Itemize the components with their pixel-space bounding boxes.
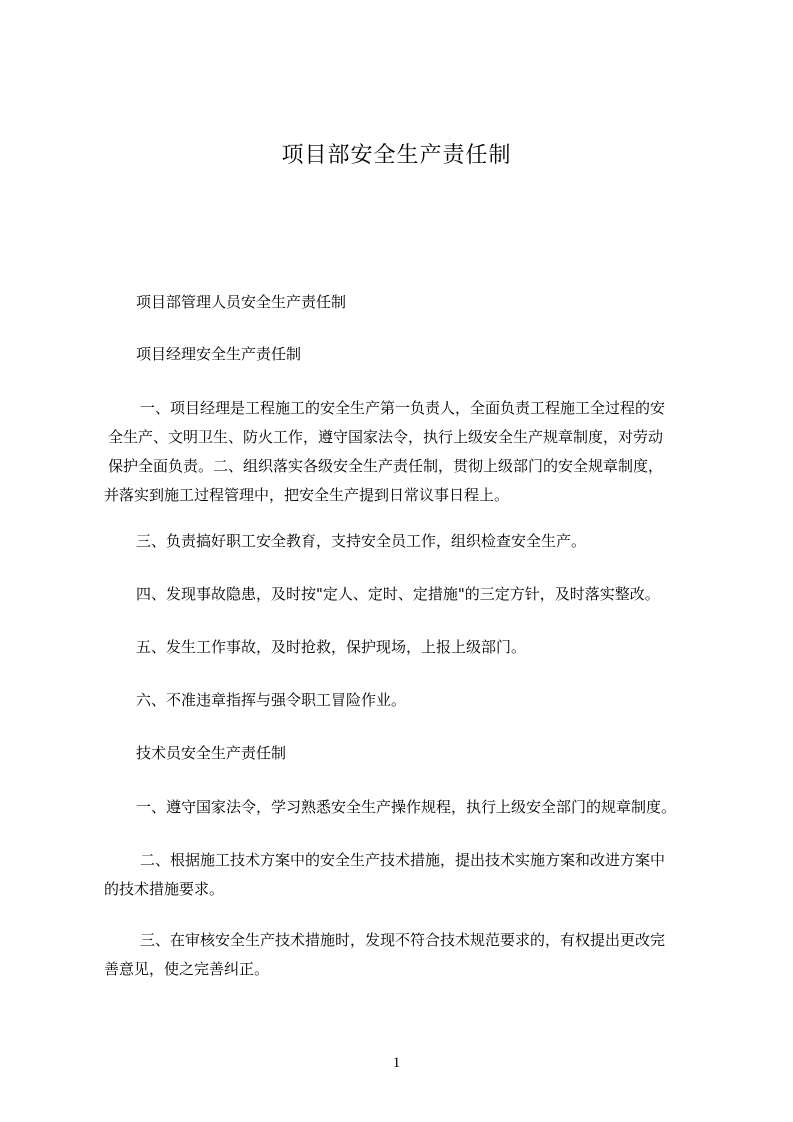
paragraph-line: 全生产、文明卫生、防火工作，遵守国家法令，执行上级安全生产规章制度，对劳动 bbox=[108, 428, 664, 446]
paragraph-line: 二、根据施工技术方案中的安全生产技术措施，提出技术实施方案和改进方案中 bbox=[140, 851, 666, 869]
paragraph-line: 项目经理安全生产责任制 bbox=[136, 345, 302, 363]
paragraph-item-4 bbox=[104, 580, 704, 609]
paragraph-line: 五、发生工作事故，及时抢救，保护现场，上报上级部门。 bbox=[136, 638, 527, 656]
paragraph-line: 一、遵守国家法令，学习熟悉安全生产操作规程，执行上级安全部门的规章制度。 bbox=[136, 798, 677, 816]
section-heading-project-manager bbox=[104, 340, 704, 369]
paragraph-line: 的技术措施要求。 bbox=[104, 880, 225, 898]
paragraph-line: 保护全面负责。二、组织落实各级安全生产责任制，贯彻上级部门的安全规章制度， bbox=[108, 457, 664, 475]
paragraph-item-3 bbox=[104, 527, 704, 556]
paragraph-line: 三、负责搞好职工安全教育，支持安全员工作，组织检查安全生产。 bbox=[136, 532, 587, 550]
paragraph-line: 六、不准违章指挥与强令职工冒险作业。 bbox=[136, 691, 407, 709]
paragraph-tech-item-2 bbox=[104, 846, 704, 904]
paragraph-line: 四、发现事故隐患，及时按"定人、定时、定措施"的三定方针，及时落实整改。 bbox=[136, 585, 660, 603]
paragraph-item-1-2 bbox=[104, 394, 704, 510]
paragraph-line: 善意见，使之完善纠正。 bbox=[104, 960, 270, 978]
paragraph-line: 项目部管理人员安全生产责任制 bbox=[136, 293, 347, 311]
section-heading-technician bbox=[104, 739, 704, 768]
paragraph-tech-item-1 bbox=[104, 793, 704, 822]
page-number: 1 bbox=[392, 1055, 401, 1071]
paragraph-item-6 bbox=[104, 686, 704, 715]
paragraph-line: 技术员安全生产责任制 bbox=[136, 744, 287, 762]
section-heading-management bbox=[104, 288, 704, 317]
paragraph-line: 一、项目经理是工程施工的安全生产第一负责人，全面负责工程施工全过程的安 bbox=[140, 399, 666, 417]
document-title: 项目部安全生产责任制 bbox=[281, 143, 512, 168]
paragraph-line: 三、在审核安全生产技术措施时，发现不符合技术规范要求的，有权提出更改完 bbox=[140, 931, 666, 949]
paragraph-item-5 bbox=[104, 633, 704, 662]
paragraph-line: 并落实到施工过程管理中，把安全生产提到日常议事日程上。 bbox=[104, 486, 510, 504]
paragraph-tech-item-3 bbox=[104, 926, 704, 984]
